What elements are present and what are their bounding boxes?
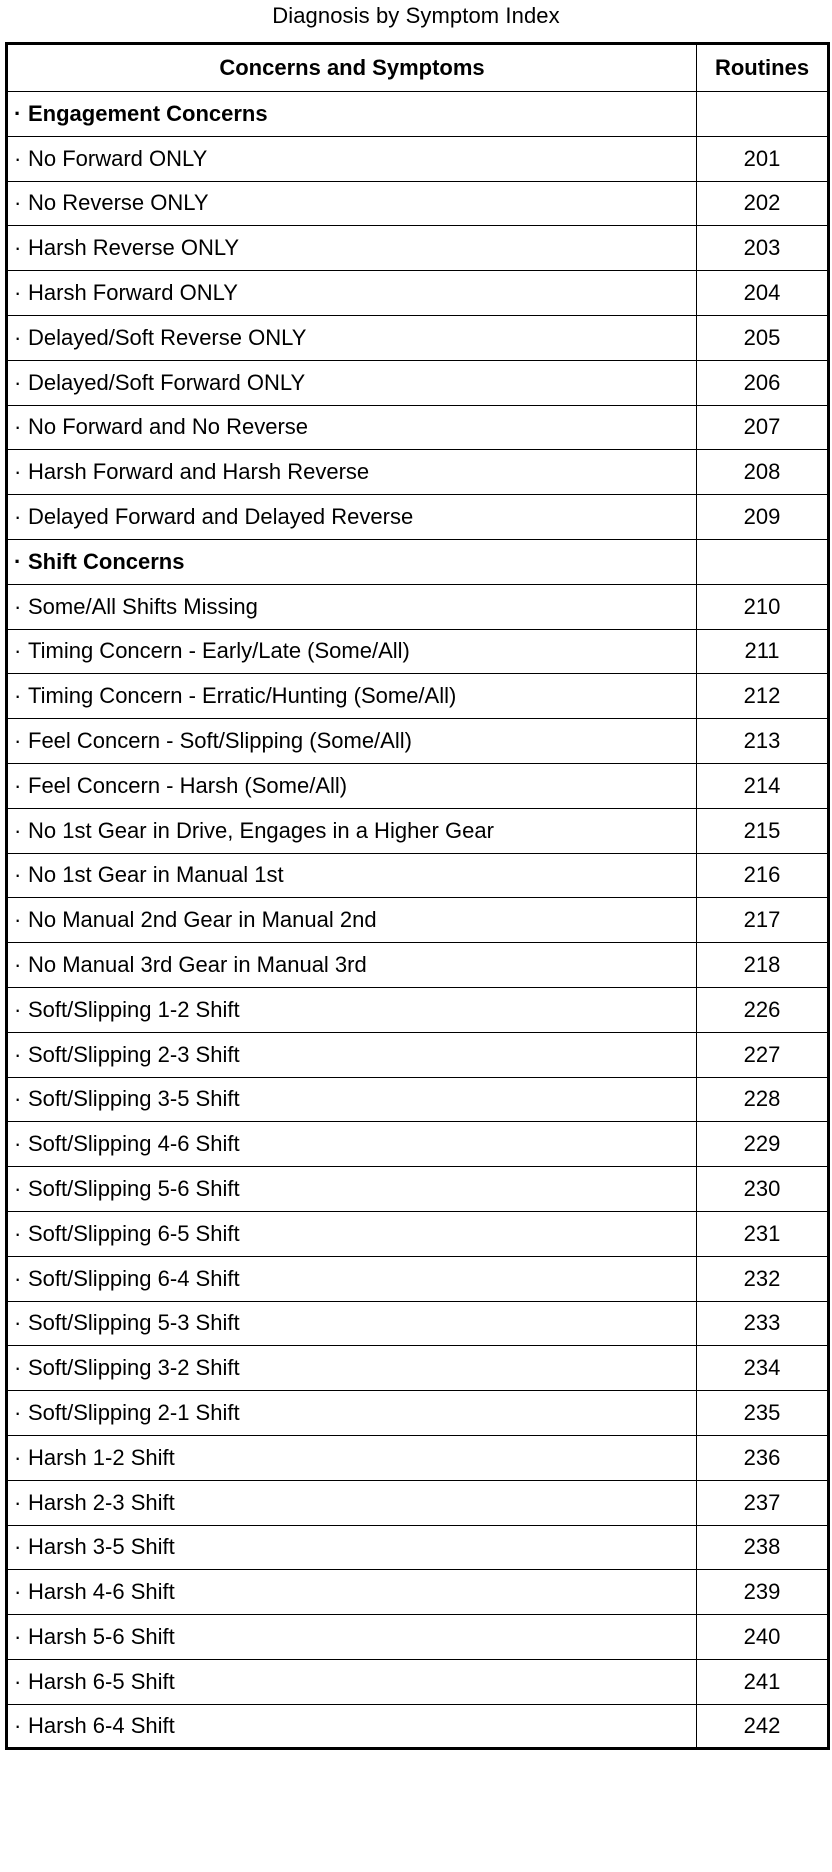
table-row xyxy=(7,315,829,360)
concern-label: Some/All Shifts Missing xyxy=(28,593,258,619)
concern-cell xyxy=(7,1167,697,1212)
bullet-marker: · xyxy=(14,907,22,933)
concerns-column-header: Concerns and Symptoms xyxy=(7,44,697,92)
concern-cell xyxy=(7,405,697,450)
concern-cell xyxy=(7,1525,697,1570)
table-header-row xyxy=(7,44,829,92)
table-row xyxy=(7,405,829,450)
routine-number-cell xyxy=(697,539,829,584)
table-row xyxy=(7,450,829,495)
table-row xyxy=(7,1435,829,1480)
concern-cell xyxy=(7,1391,697,1436)
routine-number-cell: 241 xyxy=(697,1659,829,1704)
bullet-marker: · xyxy=(14,369,22,395)
concern-cell xyxy=(7,1122,697,1167)
concern-cell xyxy=(7,719,697,764)
routine-number-cell: 205 xyxy=(697,315,829,360)
concern-label: Feel Concern - Harsh (Some/All) xyxy=(28,772,348,798)
routine-number-cell: 235 xyxy=(697,1391,829,1436)
concern-label: Harsh 5-6 Shift xyxy=(28,1623,175,1649)
concern-cell xyxy=(7,584,697,629)
section-heading-label: Shift Concerns xyxy=(28,548,185,574)
concern-cell xyxy=(7,226,697,271)
table-row xyxy=(7,808,829,853)
routine-number-cell: 210 xyxy=(697,584,829,629)
routines-column-header: Routines xyxy=(697,44,829,92)
table-row xyxy=(7,1301,829,1346)
bullet-marker: · xyxy=(14,1444,22,1470)
routine-number-cell: 229 xyxy=(697,1122,829,1167)
routine-number-cell: 238 xyxy=(697,1525,829,1570)
table-row xyxy=(7,360,829,405)
routine-number-cell: 217 xyxy=(697,898,829,943)
concern-label: Soft/Slipping 5-3 Shift xyxy=(28,1310,240,1336)
routine-number-cell: 242 xyxy=(697,1704,829,1749)
concern-cell xyxy=(7,1659,697,1704)
bullet-marker: · xyxy=(14,324,22,350)
concern-label: Feel Concern - Soft/Slipping (Some/All) xyxy=(28,728,412,754)
concern-cell xyxy=(7,271,697,316)
bullet-marker: · xyxy=(14,1489,22,1515)
table-row xyxy=(7,1346,829,1391)
concern-label: Harsh 6-4 Shift xyxy=(28,1713,175,1739)
routine-number-cell: 232 xyxy=(697,1256,829,1301)
table-row xyxy=(7,1256,829,1301)
concern-label: Harsh Forward ONLY xyxy=(28,280,238,306)
routine-number-cell: 233 xyxy=(697,1301,829,1346)
bullet-marker: · xyxy=(14,1265,22,1291)
concern-cell xyxy=(7,1435,697,1480)
concern-label: No 1st Gear in Manual 1st xyxy=(28,862,284,888)
table-row xyxy=(7,584,829,629)
routine-number-cell: 240 xyxy=(697,1615,829,1660)
concern-cell xyxy=(7,181,697,226)
routine-number-cell: 228 xyxy=(697,1077,829,1122)
concern-cell xyxy=(7,1032,697,1077)
bullet-marker: · xyxy=(14,1310,22,1336)
concern-cell xyxy=(7,136,697,181)
concern-cell xyxy=(7,450,697,495)
bullet-marker: · xyxy=(14,235,22,261)
routine-number-cell: 218 xyxy=(697,943,829,988)
bullet-marker: · xyxy=(14,1713,22,1739)
bullet-marker: · xyxy=(14,1041,22,1067)
concern-cell xyxy=(7,1615,697,1660)
table-row xyxy=(7,1480,829,1525)
routine-number-cell: 212 xyxy=(697,674,829,719)
section-heading-row xyxy=(7,539,829,584)
concern-cell xyxy=(7,674,697,719)
table-row xyxy=(7,629,829,674)
concern-label: Soft/Slipping 6-5 Shift xyxy=(28,1220,240,1246)
routine-number-cell: 201 xyxy=(697,136,829,181)
bullet-marker: · xyxy=(14,728,22,754)
table-row xyxy=(7,1615,829,1660)
table-row xyxy=(7,763,829,808)
concern-label: No Forward ONLY xyxy=(28,145,208,171)
bullet-marker: · xyxy=(14,862,22,888)
bullet-marker: · xyxy=(14,1086,22,1112)
document-title: Diagnosis by Symptom Index xyxy=(272,3,560,28)
section-heading-cell xyxy=(7,92,697,137)
bullet-marker: · xyxy=(14,548,22,574)
routine-number-cell: 202 xyxy=(697,181,829,226)
routine-number-cell: 209 xyxy=(697,495,829,540)
concern-cell xyxy=(7,808,697,853)
routine-number-cell: 226 xyxy=(697,987,829,1032)
routine-number-cell: 231 xyxy=(697,1211,829,1256)
routine-number-cell: 237 xyxy=(697,1480,829,1525)
routine-number-cell: 213 xyxy=(697,719,829,764)
concern-label: No 1st Gear in Drive, Engages in a Higher Gear xyxy=(28,817,494,843)
bullet-marker: · xyxy=(14,459,22,485)
table-row xyxy=(7,1659,829,1704)
concern-cell xyxy=(7,943,697,988)
routine-number-cell: 216 xyxy=(697,853,829,898)
concern-label: Soft/Slipping 6-4 Shift xyxy=(28,1265,240,1291)
table-row xyxy=(7,1167,829,1212)
routine-number-cell: 214 xyxy=(697,763,829,808)
concern-label: Soft/Slipping 3-2 Shift xyxy=(28,1355,240,1381)
bullet-marker: · xyxy=(14,280,22,306)
table-row xyxy=(7,226,829,271)
bullet-marker: · xyxy=(14,952,22,978)
bullet-marker: · xyxy=(14,996,22,1022)
concern-cell xyxy=(7,629,697,674)
concern-label: No Manual 2nd Gear in Manual 2nd xyxy=(28,907,377,933)
concern-label: Delayed/Soft Forward ONLY xyxy=(28,369,306,395)
concern-cell xyxy=(7,1704,697,1749)
table-row xyxy=(7,1122,829,1167)
routine-number-cell: 203 xyxy=(697,226,829,271)
table-row xyxy=(7,1570,829,1615)
symptom-index-table xyxy=(5,42,830,1750)
section-heading-cell xyxy=(7,539,697,584)
bullet-marker: · xyxy=(14,145,22,171)
concern-label: Soft/Slipping 2-1 Shift xyxy=(28,1400,240,1425)
table-body xyxy=(7,92,829,1749)
bullet-marker: · xyxy=(14,190,22,216)
routine-number-cell: 227 xyxy=(697,1032,829,1077)
bullet-marker: · xyxy=(14,414,22,440)
concern-cell xyxy=(7,1301,697,1346)
table-row xyxy=(7,495,829,540)
bullet-marker: · xyxy=(14,1355,22,1381)
section-heading-row xyxy=(7,92,829,137)
concern-label: Soft/Slipping 4-6 Shift xyxy=(28,1131,240,1157)
routine-number-cell: 211 xyxy=(697,629,829,674)
bullet-marker: · xyxy=(14,1623,22,1649)
concern-label: Soft/Slipping 2-3 Shift xyxy=(28,1041,240,1067)
routine-number-cell: 239 xyxy=(697,1570,829,1615)
bullet-marker: · xyxy=(14,1534,22,1560)
table-row xyxy=(7,271,829,316)
routine-number-cell: 206 xyxy=(697,360,829,405)
table-row xyxy=(7,943,829,988)
routine-number-cell: 236 xyxy=(697,1435,829,1480)
table-row xyxy=(7,987,829,1032)
concern-cell xyxy=(7,360,697,405)
concern-label: Harsh Reverse ONLY xyxy=(28,235,240,261)
table-row xyxy=(7,181,829,226)
table-row xyxy=(7,1525,829,1570)
section-heading-label: Engagement Concerns xyxy=(28,100,268,126)
concern-cell xyxy=(7,1077,697,1122)
bullet-marker: · xyxy=(14,504,22,530)
concern-label: Harsh 2-3 Shift xyxy=(28,1489,175,1515)
concern-cell xyxy=(7,987,697,1032)
bullet-marker: · xyxy=(14,1400,22,1425)
concern-label: Timing Concern - Early/Late (Some/All) xyxy=(28,638,410,664)
concern-cell xyxy=(7,1570,697,1615)
table-row xyxy=(7,1077,829,1122)
bullet-marker: · xyxy=(14,772,22,798)
bullet-marker: · xyxy=(14,593,22,619)
concern-cell xyxy=(7,1211,697,1256)
table-row xyxy=(7,674,829,719)
concern-label: Harsh 4-6 Shift xyxy=(28,1579,175,1605)
concern-label: No Manual 3rd Gear in Manual 3rd xyxy=(28,952,367,978)
table-row xyxy=(7,1032,829,1077)
table-row xyxy=(7,853,829,898)
bullet-marker: · xyxy=(14,817,22,843)
concern-label: No Forward and No Reverse xyxy=(28,414,309,440)
concern-label: Soft/Slipping 5-6 Shift xyxy=(28,1176,240,1202)
concern-cell xyxy=(7,763,697,808)
bullet-marker: · xyxy=(14,1131,22,1157)
concern-label: Harsh Forward and Harsh Reverse xyxy=(28,459,370,485)
table-row xyxy=(7,1211,829,1256)
concern-label: Harsh 1-2 Shift xyxy=(28,1444,175,1470)
bullet-marker: · xyxy=(14,1176,22,1202)
concern-label: Timing Concern - Erratic/Hunting (Some/All) xyxy=(28,683,457,709)
concern-cell xyxy=(7,1346,697,1391)
concern-cell xyxy=(7,1480,697,1525)
routine-number-cell: 230 xyxy=(697,1167,829,1212)
bullet-marker: · xyxy=(14,638,22,664)
concern-label: Delayed/Soft Reverse ONLY xyxy=(28,324,307,350)
concern-label: Soft/Slipping 1-2 Shift xyxy=(28,996,240,1022)
concern-cell xyxy=(7,1256,697,1301)
concern-cell xyxy=(7,898,697,943)
table-row xyxy=(7,1391,829,1436)
routine-number-cell: 208 xyxy=(697,450,829,495)
concern-label: Harsh 3-5 Shift xyxy=(28,1534,175,1560)
table-row xyxy=(7,719,829,764)
bullet-marker: · xyxy=(14,1668,22,1694)
concern-label: Harsh 6-5 Shift xyxy=(28,1668,175,1694)
bullet-marker: · xyxy=(14,1579,22,1605)
table-row xyxy=(7,1704,829,1749)
routine-number-cell: 234 xyxy=(697,1346,829,1391)
routine-number-cell: 207 xyxy=(697,405,829,450)
bullet-marker: · xyxy=(14,1220,22,1246)
bullet-marker: · xyxy=(14,683,22,709)
concern-cell xyxy=(7,315,697,360)
concern-label: Soft/Slipping 3-5 Shift xyxy=(28,1086,240,1112)
bullet-marker: · xyxy=(14,100,22,126)
concern-label: Delayed Forward and Delayed Reverse xyxy=(28,504,414,530)
routine-number-cell: 204 xyxy=(697,271,829,316)
concern-cell xyxy=(7,495,697,540)
routine-number-cell: 215 xyxy=(697,808,829,853)
concern-cell xyxy=(7,853,697,898)
routine-number-cell xyxy=(697,92,829,137)
table-row xyxy=(7,136,829,181)
concern-label: No Reverse ONLY xyxy=(28,190,209,216)
table-row xyxy=(7,898,829,943)
